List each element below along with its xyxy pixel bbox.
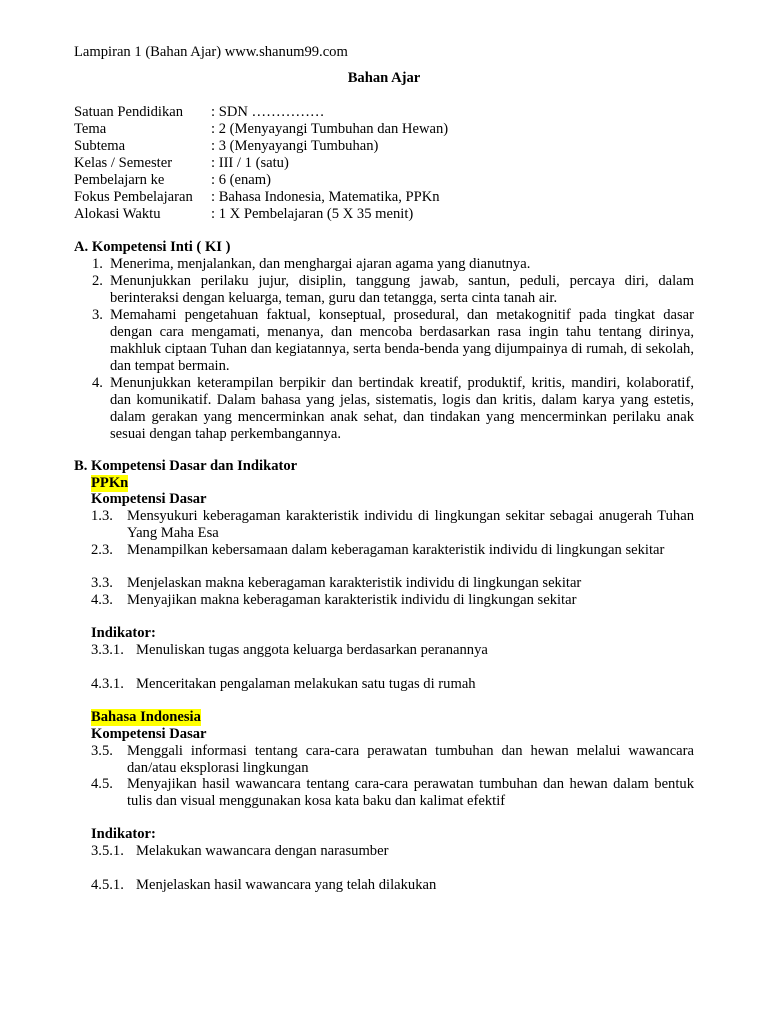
kd-item: Menyajikan hasil wawancara tentang cara-cara perawatan tumbuhan dan hewan dalam bentuk tulis dan visual menggunakan kosa kata baku dan kalimat efektif <box>127 776 694 809</box>
indicator-number: 4.3.1. <box>91 676 124 692</box>
kd-number: 4.5. <box>91 776 113 792</box>
subject-label-ppkn: PPKn <box>91 475 129 491</box>
indicator-heading: Indikator: <box>91 826 156 842</box>
list-number: 2. <box>92 273 103 289</box>
list-item: Menunjukkan keterampilan berpikir dan bertindak kreatif, produktif, kritis, mandiri, kolaboratif, dan komunikatif. Dalam bahasa yang jelas, sistematis, logis dan kritis, dalam karya yang estetis, dalam gerakan yang mencerminkan anak sehat, dan tindakan yang mencerminkan perilaku anak sesuai dengan tahap perkembangannya. <box>110 375 694 442</box>
kd-item: Mensyukuri keberagaman karakteristik individu di lingkungan sekitar sebagai anugerah Tuhan Yang Maha Esa <box>127 508 694 541</box>
kd-heading: Kompetensi Dasar <box>91 726 207 742</box>
kd-number: 3.3. <box>91 575 113 591</box>
indicator-item: Melakukan wawancara dengan narasumber <box>136 843 389 859</box>
list-item: Menunjukkan perilaku jujur, disiplin, tanggung jawab, santun, peduli, percaya diri, dalam berinteraksi dengan keluarga, teman, guru dan tetangga, serta cinta tanah air. <box>110 273 694 306</box>
info-value: : 1 X Pembelajaran (5 X 35 menit) <box>211 206 414 222</box>
info-value: : III / 1 (satu) <box>211 155 289 171</box>
indicator-number: 4.5.1. <box>91 877 124 893</box>
info-label: Alokasi Waktu <box>74 206 161 222</box>
kd-item: Menampilkan kebersamaan dalam keberagaman karakteristik individu di lingkungan sekitar <box>127 542 665 558</box>
info-value: : 6 (enam) <box>211 172 271 188</box>
info-value: : 2 (Menyayangi Tumbuhan dan Hewan) <box>211 121 449 137</box>
indicator-item: Menuliskan tugas anggota keluarga berdasarkan peranannya <box>136 642 488 658</box>
indicator-item: Menjelaskan hasil wawancara yang telah dilakukan <box>136 877 437 893</box>
info-label: Pembelajarn ke <box>74 172 165 188</box>
info-label: Tema <box>74 121 107 137</box>
info-value: : Bahasa Indonesia, Matematika, PPKn <box>211 189 440 205</box>
info-value: : 3 (Menyayangi Tumbuhan) <box>211 138 379 154</box>
section-b-heading: B. Kompetensi Dasar dan Indikator <box>74 458 298 474</box>
kd-number: 2.3. <box>91 542 113 558</box>
indicator-item: Menceritakan pengalaman melakukan satu tugas di rumah <box>136 676 476 692</box>
subject-label-bahasa-indonesia: Bahasa Indonesia <box>91 709 201 725</box>
info-label: Subtema <box>74 138 126 154</box>
indicator-heading: Indikator: <box>91 625 156 641</box>
info-label: Satuan Pendidikan <box>74 104 184 120</box>
list-item: Memahami pengetahuan faktual, konseptual, prosedural, dan metakognitif pada tingkat dasar dengan cara mengamati, menanya, dan mencoba berdasarkan rasa ingin tahu tentang dirinya, makhluk ciptaan Tuhan dan kegiatannya, serta benda-benda yang dijumpainya di rumah, di sekolah, dan tempat bermain. <box>110 307 694 374</box>
kd-item: Menggali informasi tentang cara-cara perawatan tumbuhan dan hewan melalui wawancara dan/atau eksplorasi lingkungan <box>127 743 694 776</box>
kd-number: 4.3. <box>91 592 113 608</box>
document-title: Bahan Ajar <box>347 70 421 86</box>
info-label: Fokus Pembelajaran <box>74 189 193 205</box>
kd-number: 3.5. <box>91 743 113 759</box>
list-item: Menerima, menjalankan, dan menghargai ajaran agama yang dianutnya. <box>110 256 531 272</box>
indicator-number: 3.3.1. <box>91 642 124 658</box>
list-number: 4. <box>92 375 103 391</box>
kd-item: Menyajikan makna keberagaman karakteristik individu di lingkungan sekitar <box>127 592 577 608</box>
page-header: Lampiran 1 (Bahan Ajar) www.shanum99.com <box>74 44 348 60</box>
list-number: 3. <box>92 307 103 323</box>
info-label: Kelas / Semester <box>74 155 173 171</box>
info-value: : SDN …………… <box>211 104 325 120</box>
section-a-heading: A. Kompetensi Inti ( KI ) <box>74 239 231 255</box>
list-number: 1. <box>92 256 103 272</box>
kd-heading: Kompetensi Dasar <box>91 491 207 507</box>
indicator-number: 3.5.1. <box>91 843 124 859</box>
kd-number: 1.3. <box>91 508 113 524</box>
kd-item: Menjelaskan makna keberagaman karakteristik individu di lingkungan sekitar <box>127 575 582 591</box>
